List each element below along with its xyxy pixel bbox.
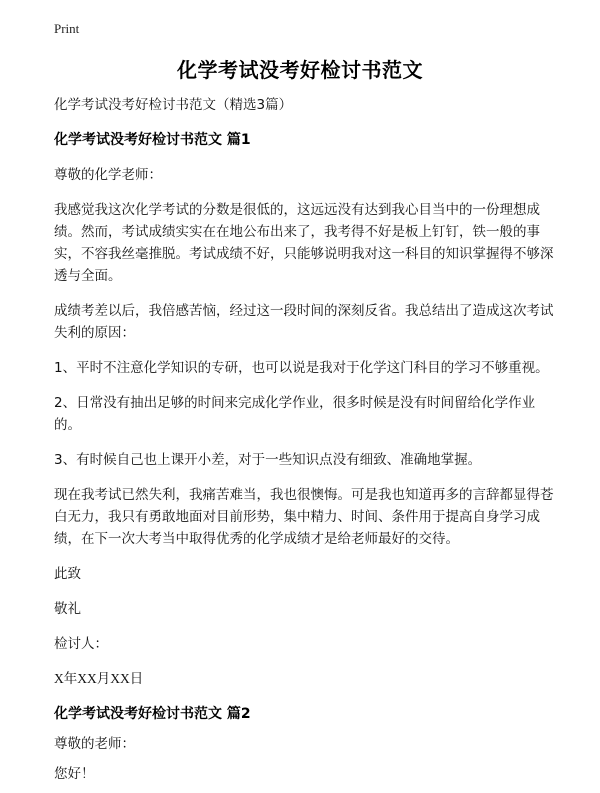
document-title: 化学考试没考好检讨书范文 xyxy=(177,58,423,82)
paragraph-6: 现在我考试已然失利，我痛苦难当，我也很懊悔。可是我也知道再多的言辞都显得苍白无力，我只有勇敢地面对目前形势，集中精力、时间、条件用于提高自身学习成绩，在下一次大考当中取得优秀的化学成绩才是给老师最好的交待。 xyxy=(54,487,554,547)
paragraph-4: 2、日常没有抽出足够的时间来完成化学作业，很多时候是没有时间留给化学作业的。 xyxy=(54,395,536,433)
closing-line-2: 敬礼 xyxy=(54,601,81,617)
document-subtitle: 化学考试没考好检讨书范文（精选3篇） xyxy=(54,97,293,113)
section-heading-2: 化学考试没考好检讨书范文 篇2 xyxy=(54,706,251,722)
signer-label: 检讨人： xyxy=(54,636,108,652)
paragraph-2: 成绩考差以后，我倍感苦恼，经过这一段时间的深刻反省。我总结出了造成这次考试失利的原因： xyxy=(54,303,554,341)
greeting-2: 您好！ xyxy=(54,766,95,782)
document-body xyxy=(54,94,554,793)
print-link[interactable]: Print xyxy=(54,21,80,36)
salutation-1: 尊敬的化学老师： xyxy=(54,167,162,183)
salutation-2: 尊敬的老师： xyxy=(54,736,135,752)
paragraph-3: 1、平时不注意化学知识的专研，也可以说是我对于化学这门科目的学习不够重视。 xyxy=(54,360,549,376)
section-heading-1: 化学考试没考好检讨书范文 篇1 xyxy=(54,132,251,148)
closing-line-1: 此致 xyxy=(54,566,81,582)
paragraph-1: 我感觉我这次化学考试的分数是很低的，这远远没有达到我心目当中的一份理想成绩。然而，考试成绩实实在在地公布出来了，我考得不好是板上钉钉，铁一般的事实，不容我丝毫推脱。考试成绩不好，只能够说明我对这一科目的知识掌握得不够深透与全面。 xyxy=(54,202,554,284)
paragraph-5: 3、有时候自己也上课开小差，对于一些知识点没有细致、准确地掌握。 xyxy=(54,452,482,468)
date-line: X年XX月XX日 xyxy=(54,671,144,686)
